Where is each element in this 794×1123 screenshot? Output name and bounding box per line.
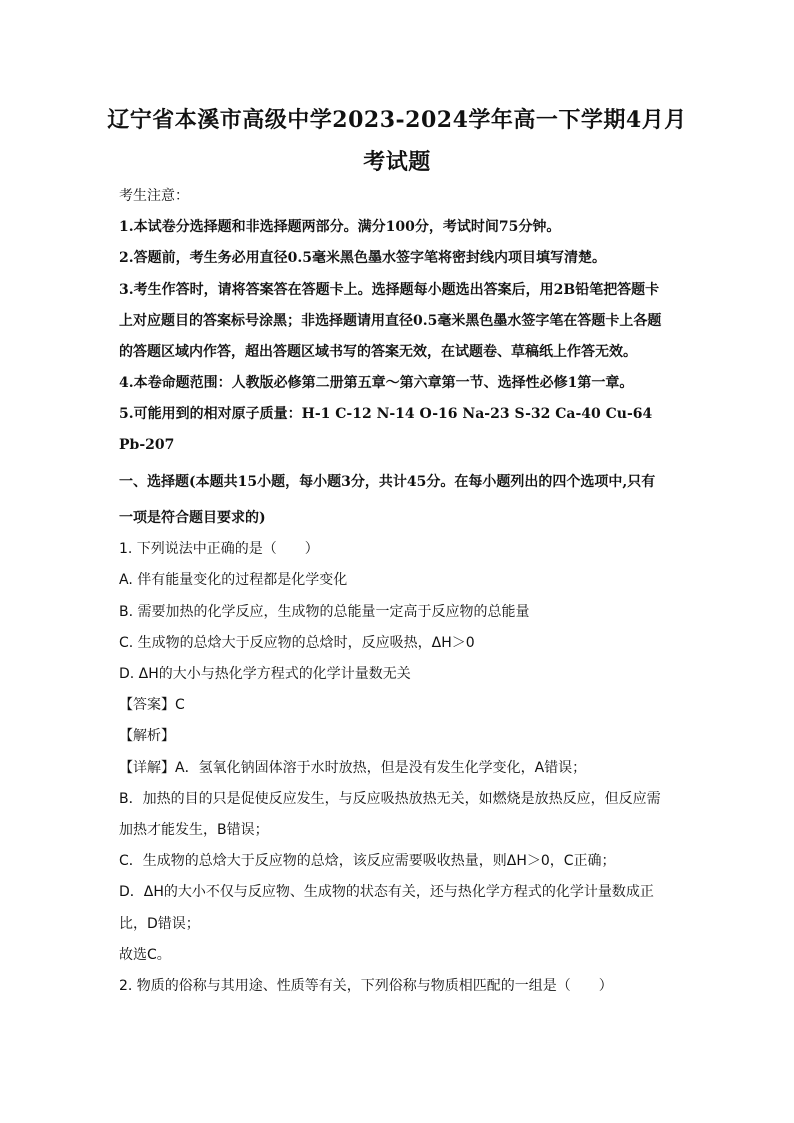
q1-analysis-7: 故选C。 (119, 947, 171, 963)
notice-2: 2.答题前，考生务必用直径0.5毫米黑色墨水签字笔将密封线内项目填写清楚。 (119, 250, 606, 266)
q1-answer: 【答案】C (119, 697, 185, 713)
q1-analysis-heading: 【解析】 (119, 728, 175, 744)
notice-heading: 考生注意： (119, 188, 189, 204)
q1-analysis-6: 比，D错误； (119, 916, 200, 932)
title-line-2: 考试题 (363, 149, 431, 175)
notice-1: 1.本试卷分选择题和非选择题两部分。满分100分，考试时间75分钟。 (119, 219, 561, 235)
q1-analysis-5: D．ΔH的大小不仅与反应物、生成物的状态有关，还与热化学方程式的化学计量数成正 (119, 884, 654, 900)
notice-5: 5.可能用到的相对原子质量：H-1 C-12 N-14 O-16 Na-23 S-32 Ca-40 Cu-64 (119, 406, 653, 422)
notice-3c: 的答题区域内作答，超出答题区域书写的答案无效，在试题卷、草稿纸上作答无效。 (119, 344, 637, 360)
notice-5-cont: Pb-207 (119, 437, 175, 453)
q1-option-b: B. 需要加热的化学反应，生成物的总能量一定高于反应物的总能量 (119, 604, 530, 620)
q1-option-d: D. ΔH的大小与热化学方程式的化学计量数无关 (119, 666, 411, 682)
q2-stem: 2. 物质的俗称与其用途、性质等有关，下列俗称与物质相匹配的一组是（ ） (119, 978, 613, 994)
q1-analysis-1: 【详解】A．氢氧化钠固体溶于水时放热，但是没有发生化学变化，A错误； (119, 760, 587, 776)
q1-analysis-4: C．生成物的总焓大于反应物的总焓，该反应需要吸收热量，则ΔH＞0，C正确； (119, 853, 616, 869)
section-heading-line-1: 一、选择题(本题共15小题，每小题3分，共计45分。在每小题列出的四个选项中,只有 (119, 474, 656, 490)
q1-analysis-2: B．加热的目的只是促使反应发生，与反应吸热放热无关，如燃烧是放热反应，但反应需 (119, 791, 661, 807)
title-line-1: 辽宁省本溪市高级中学2023-2024学年高一下学期4月月 (107, 107, 687, 133)
notice-4: 4.本卷命题范围：人教版必修第二册第五章～第六章第一节、选择性必修1第一章。 (119, 375, 634, 391)
notice-3a: 3.考生作答时，请将答案答在答题卡上。选择题每小题选出答案后，用2B铅笔把答题卡 (119, 282, 660, 298)
q1-option-a: A. 伴有能量变化的过程都是化学变化 (119, 572, 348, 588)
q1-option-c: C. 生成物的总焓大于反应物的总焓时，反应吸热，ΔH＞0 (119, 635, 475, 651)
q1-stem: 1. 下列说法中正确的是（ ） (119, 541, 319, 557)
notice-3b: 上对应题目的答案标号涂黑；非选择题请用直径0.5毫米黑色墨水签字笔在答题卡上各题 (119, 313, 662, 329)
q1-analysis-3: 加热才能发生，B错误； (119, 822, 269, 838)
section-heading-line-2: 一项是符合题目要求的) (119, 510, 266, 526)
